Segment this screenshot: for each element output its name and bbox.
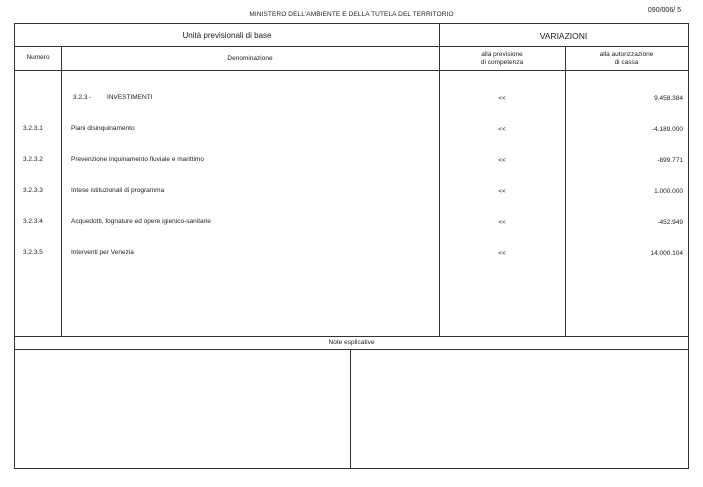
upb-var-divider [439, 24, 440, 336]
row-cassa: -452.949 [657, 219, 683, 226]
page-code: 090/006/ 5 [647, 7, 681, 14]
row-numero: 3.2.3.2 [23, 156, 43, 163]
section-competenza: << [498, 95, 506, 102]
row-competenza: << [498, 126, 506, 133]
row-cassa: 1.000.000 [654, 188, 683, 195]
notes-left-area [15, 350, 350, 468]
section-cassa: 9.458.384 [654, 95, 683, 102]
row-numero: 3.2.3.4 [23, 218, 43, 225]
section-code: 3.2.3 - [73, 94, 92, 101]
col-cassa-header: alla autorizzazione di cassa [599, 51, 654, 66]
row-numero: 3.2.3.3 [23, 187, 43, 194]
document-table [14, 23, 689, 469]
column-header-divider [15, 70, 688, 71]
ministry-title: MINISTERO DELL'AMBIENTE E DELLA TUTELA DEL TERRITORIO [249, 11, 454, 18]
subheader-divider-var [439, 46, 688, 47]
section-name: INVESTIMENTI [107, 94, 153, 101]
row-competenza: << [498, 250, 506, 257]
numero-col-divider [61, 46, 62, 336]
row-competenza: << [498, 157, 506, 164]
row-denominazione: Acquedotti, fognature ed opere igienico-sanitarie [71, 218, 211, 225]
notes-heading: Note esplicative [328, 339, 375, 346]
notes-right-area [351, 350, 688, 468]
row-denominazione: Interventi per Venezia [71, 249, 134, 256]
row-cassa: -4.189.000 [651, 126, 683, 133]
notes-top-divider [15, 336, 688, 337]
col-competenza-header: alla previsione di competenza [480, 51, 524, 66]
row-cassa: 14.000.104 [650, 250, 683, 257]
row-numero: 3.2.3.1 [23, 125, 43, 132]
row-competenza: << [498, 188, 506, 195]
row-cassa: -899.771 [657, 157, 683, 164]
row-denominazione: Intese istituzionali di programma [71, 187, 165, 194]
variazioni-heading: VARIAZIONI [539, 31, 588, 41]
row-denominazione: Prevenzione inquinamento fluviale e marittimo [71, 156, 204, 163]
col-numero-header: Numero [26, 54, 50, 61]
upb-heading: Unità previsionali di base [182, 31, 272, 40]
row-denominazione: Piani disinquinamento [71, 125, 135, 132]
col-denominazione-header: Denominazione [227, 55, 273, 62]
row-numero: 3.2.3.5 [23, 249, 43, 256]
row-competenza: << [498, 219, 506, 226]
